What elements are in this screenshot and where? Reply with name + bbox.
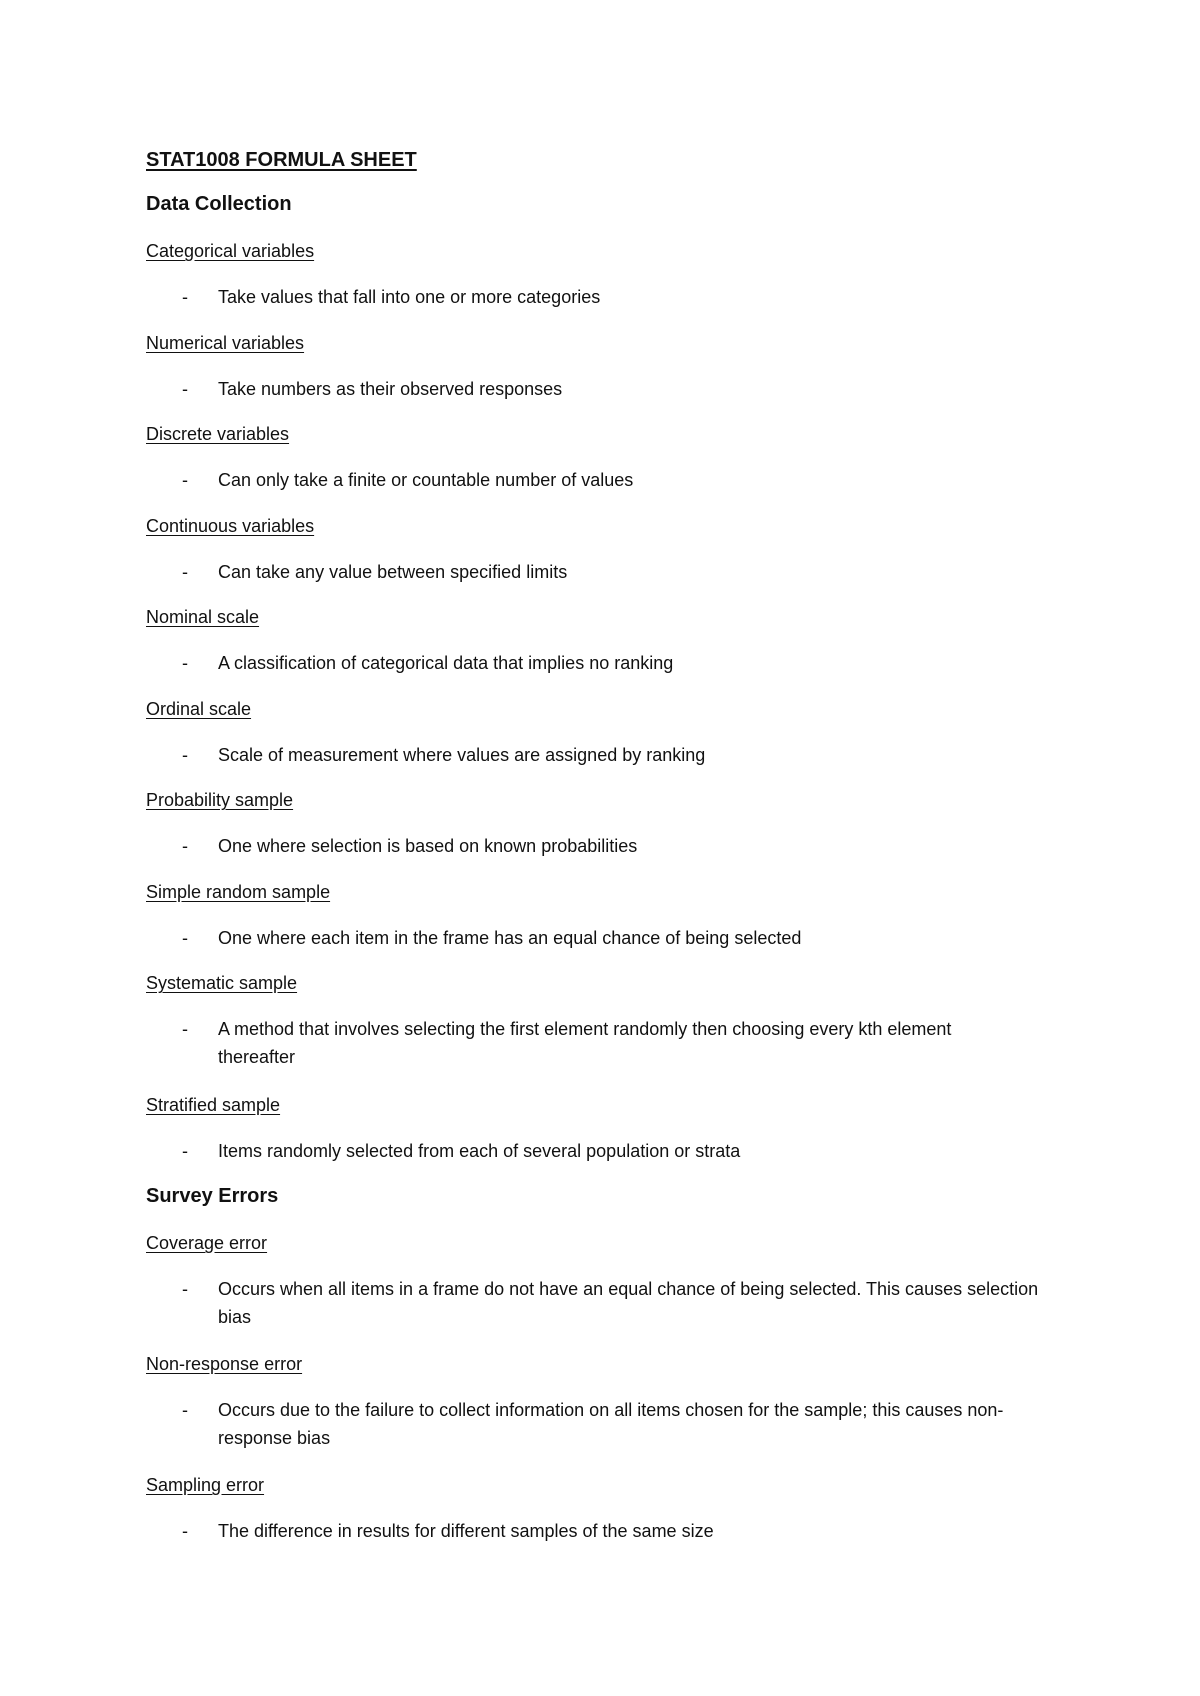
definition-continuous-variables: Can take any value between specified limits [218, 562, 568, 582]
definition-probability-sample: One where selection is based on known probabilities [218, 836, 638, 856]
bullet-marker: - [182, 1521, 188, 1541]
bullet-marker: - [182, 379, 188, 399]
term-continuous-variables: Continuous variables [146, 516, 315, 536]
definition-numerical-variables: Take numbers as their observed responses [218, 379, 563, 399]
bullet-marker: - [182, 562, 188, 582]
document-title: STAT1008 FORMULA SHEET [146, 149, 417, 171]
bullet-marker: - [182, 1141, 188, 1161]
bullet-marker: - [182, 1019, 188, 1039]
definition-systematic-sample: A method that involves selecting the first element randomly then choosing every kth element thereafter [218, 1019, 952, 1067]
definition-stratified-sample: Items randomly selected from each of several population or strata [218, 1141, 741, 1161]
term-categorical-variables: Categorical variables [146, 241, 315, 261]
definition-ordinal-scale: Scale of measurement where values are assigned by ranking [218, 745, 706, 765]
definition-sampling-error: The difference in results for different samples of the same size [218, 1521, 714, 1541]
bullet-marker: - [182, 745, 188, 765]
bullet-marker: - [182, 836, 188, 856]
definition-discrete-variables: Can only take a finite or countable number of values [218, 470, 634, 490]
bullet-marker: - [182, 287, 188, 307]
term-stratified-sample: Stratified sample [146, 1095, 281, 1115]
definition-coverage-error: Occurs when all items in a frame do not have an equal chance of being selected. This causes selection bias [218, 1279, 1039, 1327]
term-systematic-sample: Systematic sample [146, 973, 298, 993]
bullet-marker: - [182, 1400, 188, 1420]
term-simple-random-sample: Simple random sample [146, 882, 331, 902]
bullet-marker: - [182, 928, 188, 948]
term-numerical-variables: Numerical variables [146, 333, 305, 353]
term-non-response-error: Non-response error [146, 1354, 303, 1374]
bullet-marker: - [182, 1279, 188, 1299]
term-ordinal-scale: Ordinal scale [146, 699, 252, 719]
term-probability-sample: Probability sample [146, 790, 294, 810]
section-heading-data-collection: Data Collection [146, 193, 292, 215]
definition-categorical-variables: Take values that fall into one or more categories [218, 287, 601, 307]
bullet-marker: - [182, 470, 188, 490]
definition-simple-random-sample: One where each item in the frame has an equal chance of being selected [218, 928, 802, 948]
bullet-marker: - [182, 653, 188, 673]
term-coverage-error: Coverage error [146, 1233, 268, 1253]
definition-nominal-scale: A classification of categorical data that implies no ranking [218, 653, 674, 673]
definition-non-response-error: Occurs due to the failure to collect information on all items chosen for the sample; this causes non-response bias [218, 1400, 1004, 1448]
section-heading-survey-errors: Survey Errors [146, 1185, 279, 1207]
term-nominal-scale: Nominal scale [146, 607, 260, 627]
term-sampling-error: Sampling error [146, 1475, 265, 1495]
term-discrete-variables: Discrete variables [146, 424, 290, 444]
